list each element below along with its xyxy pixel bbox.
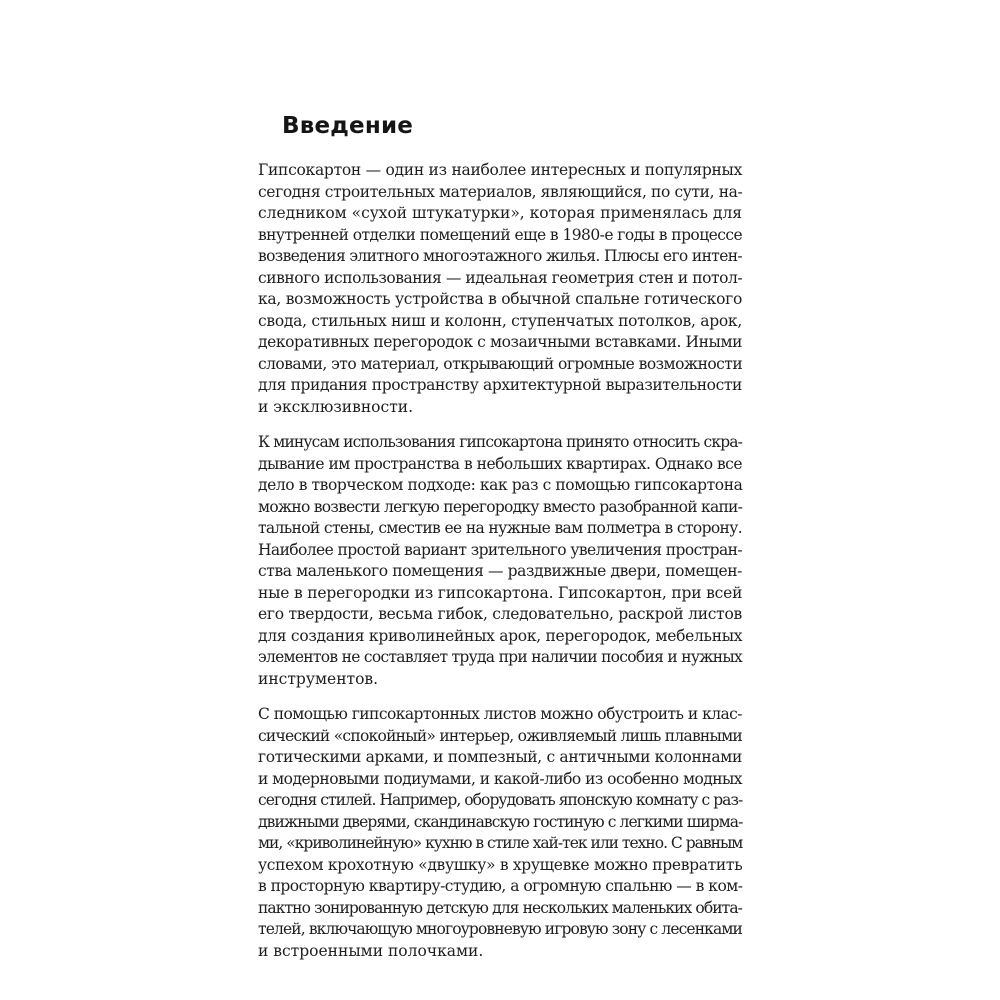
text-line: для придания пространству архитектурной выразительности [258, 376, 742, 394]
text-line: дывание им пространства в небольших квартирах. Однако все [258, 454, 742, 473]
text-line: и модерновыми подиумами, и какой-либо из особенно модных [258, 769, 742, 788]
text-line: тальной стены, сместив ее на нужные вам полметра в сторону. [258, 519, 742, 537]
text-line: С помощью гипсокартонных листов можно обустроить и клас- [258, 705, 742, 723]
text-line: словами, это материал, открывающий огромные возможности [258, 354, 743, 373]
text-line: и встроенными полочками. [258, 941, 484, 960]
text-line: можно возвести легкую перегородку вместо разобранной капи- [258, 497, 743, 516]
paragraph [258, 704, 742, 962]
text-line: ные в перегородки из гипсокартона. Гипсокартон, при всей [258, 583, 743, 602]
text-line: дело в творческом подходе: как раз с помощью гипсокартона [258, 476, 743, 494]
text-line: сивного использования — идеальная геометрия стен и потол- [258, 268, 743, 287]
text-line: свода, стильных ниш и колонн, ступенчатых потолков, арок, [258, 311, 742, 330]
text-line: Наиболее простой вариант зрительного увеличения простран- [258, 540, 742, 559]
text-line: возведения элитного многоэтажного жилья. Плюсы его интен- [258, 247, 742, 265]
text-line: ка, возможность устройства в обычной спальне готического [258, 290, 743, 308]
text-line: внутренней отделки помещений еще в 1980-е годы в процессе [258, 225, 743, 244]
text-line: инструментов. [258, 669, 379, 688]
text-line: элементов не составляет труда при наличии пособия и нужных [258, 648, 742, 666]
text-line: сегодня стилей. Например, оборудовать японскую комнату с раз- [258, 791, 743, 809]
chapter-heading: Введение [282, 113, 414, 139]
text-line: телей, включающую многоуровневую игровую зону с лесенками [258, 920, 742, 938]
text-line: сический «спокойный» интерьер, оживляемый лишь плавными [258, 726, 742, 745]
text-line: в просторную квартиру-студию, а огромную спальню — в ком- [258, 877, 743, 895]
text-line: успехом крохотную «двушку» в хрущевке можно превратить [258, 855, 743, 874]
text-line: К минусам использования гипсокартона принято относить скра- [258, 433, 742, 451]
text-line: движными дверями, скандинавскую гостиную с легкими ширма- [258, 812, 743, 831]
paragraph [258, 160, 742, 418]
text-line: ми, «криволинейную» кухню в стиле хай-тек или техно. С равным [258, 834, 743, 852]
text-line: пактно зонированную детскую для нескольких маленьких обита- [258, 898, 742, 917]
text-line: его твердости, весьма гибок, следовательно, раскрой листов [258, 605, 742, 623]
body-text [258, 160, 742, 962]
text-line: и эксклюзивности. [258, 397, 414, 416]
text-line: ства маленького помещения — раздвижные двери, помещен- [258, 562, 742, 580]
text-line: Гипсокартон — один из наиболее интересных и популярных [258, 161, 743, 179]
text-line: для создания криволинейных арок, перегородок, мебельных [258, 626, 743, 645]
text-line: следником «сухой штукатурки», которая применялась для [258, 204, 742, 222]
paragraph [258, 432, 742, 690]
text-line: сегодня строительных материалов, являющийся, по сути, на- [258, 182, 743, 201]
text-line: декоративных перегородок с мозаичными вставками. Иными [258, 333, 742, 351]
text-line: готическими арками, и помпезный, с античными колоннами [258, 748, 742, 766]
